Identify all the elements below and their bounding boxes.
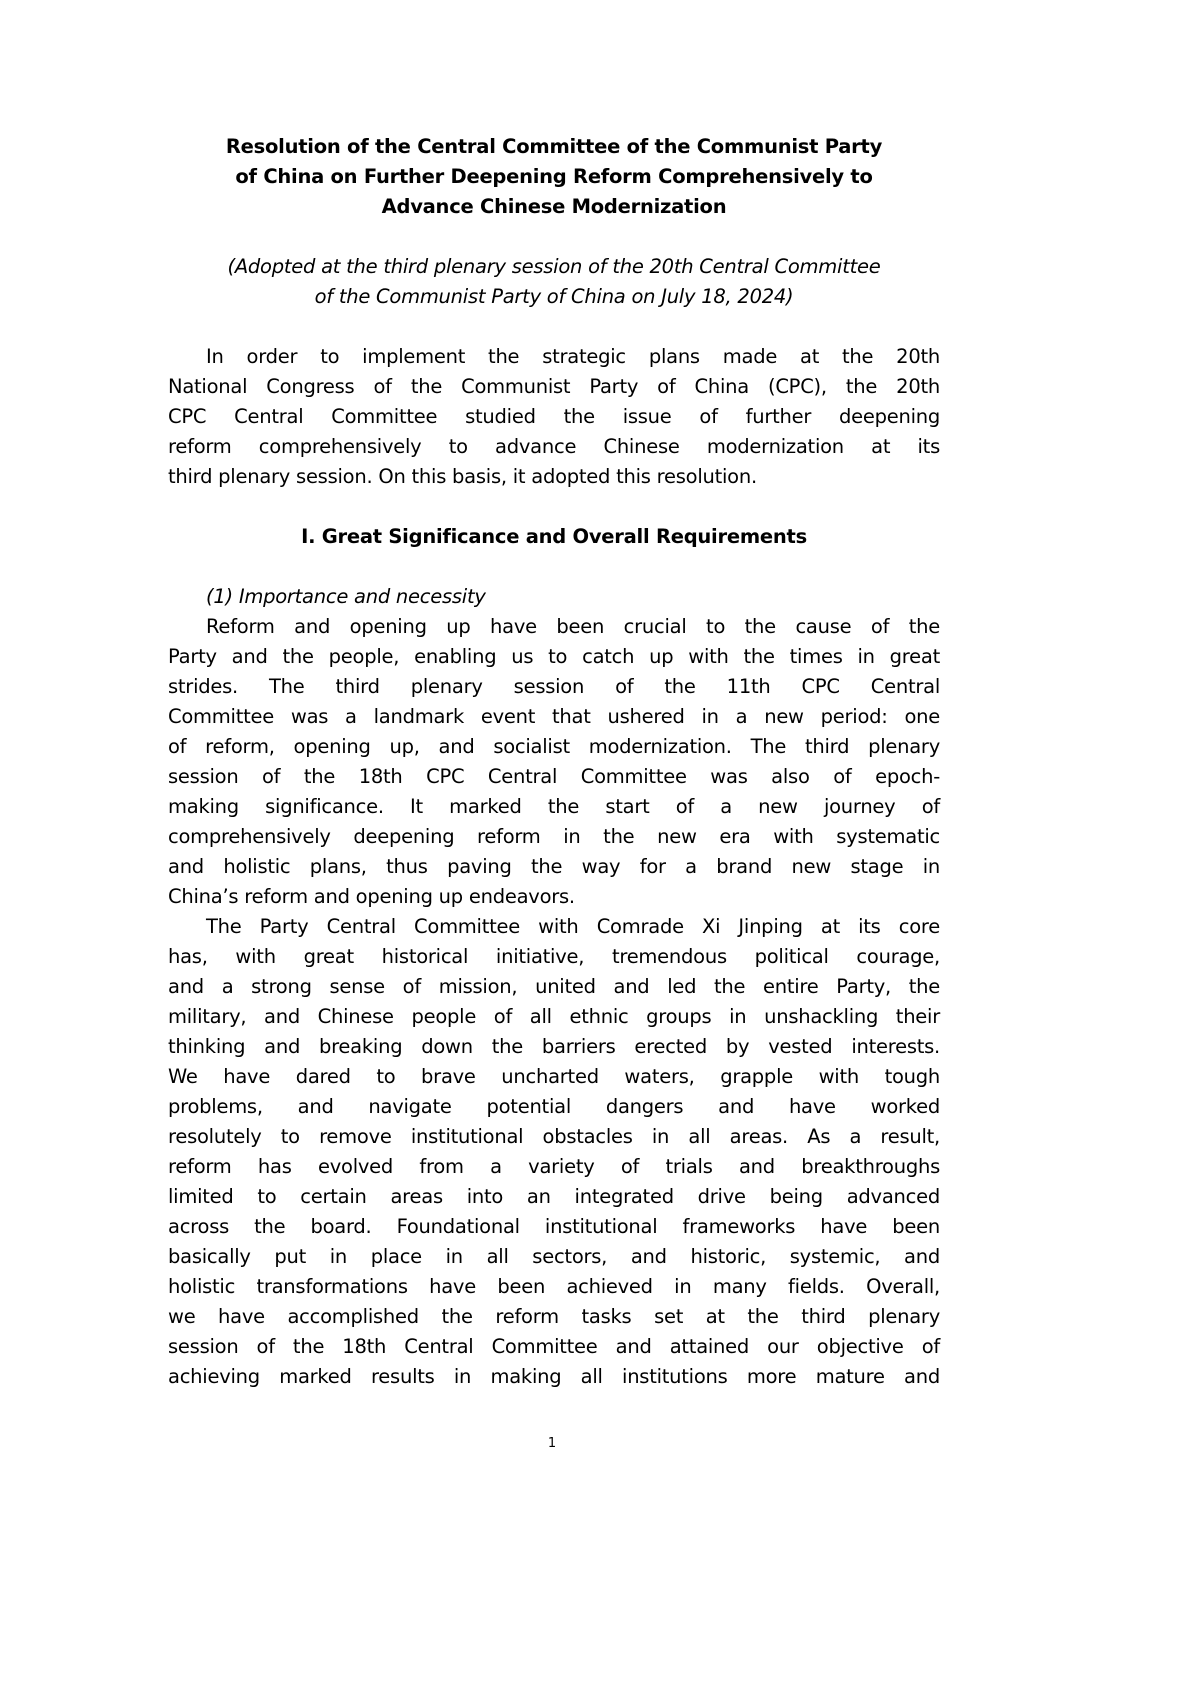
text-line: of China on Further Deepening Reform Comprehensively to (235, 165, 873, 188)
text-line: Advance Chinese Modernization (381, 195, 727, 218)
intro-paragraph (168, 342, 940, 492)
text-line: China’s reform and opening up endeavors. (168, 885, 575, 908)
document-page (168, 132, 940, 1392)
text-line: strides. The third plenary session of the 11th CPC Central (168, 675, 940, 698)
text-line: and holistic plans, thus paving the way for a brand new stage in (168, 855, 940, 878)
text-line: thinking and breaking down the barriers erected by vested interests. (168, 1035, 940, 1058)
text-line: basically put in place in all sectors, and historic, systemic, and (168, 1245, 940, 1268)
text-line: and a strong sense of mission, united and led the entire Party, the (168, 975, 940, 998)
document-title (168, 132, 940, 222)
body-paragraph-2 (168, 912, 940, 1392)
text-line: The Party Central Committee with Comrade Xi Jinping at its core (206, 915, 940, 938)
text-line: session of the 18th CPC Central Committee was also of epoch- (168, 765, 940, 788)
text-line: military, and Chinese people of all ethnic groups in unshackling their (168, 1005, 940, 1028)
body-paragraph-1 (168, 612, 940, 912)
text-line: third plenary session. On this basis, it adopted this resolution. (168, 465, 757, 488)
text-line: problems, and navigate potential dangers and have worked (168, 1095, 940, 1118)
text-line: across the board. Foundational institutional frameworks have been (168, 1215, 940, 1238)
text-line: making significance. It marked the start of a new journey of (168, 795, 940, 818)
text-line: Committee was a landmark event that ushered in a new period: one (168, 705, 940, 728)
text-line: resolutely to remove institutional obstacles in all areas. As a result, (168, 1125, 940, 1148)
text-line: session of the 18th Central Committee and attained our objective of (168, 1335, 940, 1358)
text-line: reform has evolved from a variety of trials and breakthroughs (168, 1155, 940, 1178)
text-line: limited to certain areas into an integrated drive being advanced (168, 1185, 940, 1208)
text-line: of reform, opening up, and socialist modernization. The third plenary (168, 735, 940, 758)
text-line: National Congress of the Communist Party of China (CPC), the 20th (168, 375, 940, 398)
subsection-heading: (1) Importance and necessity (206, 585, 486, 608)
text-line: (Adopted at the third plenary session of the 20th Central Committee (227, 255, 881, 278)
text-line: Reform and opening up have been crucial to the cause of the (206, 615, 940, 638)
page-number: 1 (547, 1436, 557, 1451)
text-line: of the Communist Party of China on July 18, 2024) (314, 285, 794, 308)
text-line: we have accomplished the reform tasks set at the third plenary (168, 1305, 940, 1328)
text-line: In order to implement the strategic plans made at the 20th (206, 345, 940, 368)
text-line: Party and the people, enabling us to catch up with the times in great (168, 645, 940, 668)
section-heading: I. Great Significance and Overall Requirements (301, 525, 807, 548)
document-subtitle (168, 252, 940, 312)
text-line: Resolution of the Central Committee of the Communist Party (225, 135, 883, 158)
text-line: holistic transformations have been achieved in many fields. Overall, (168, 1275, 940, 1298)
text-line: comprehensively deepening reform in the new era with systematic (168, 825, 940, 848)
text-line: CPC Central Committee studied the issue of further deepening (168, 405, 940, 428)
text-line: has, with great historical initiative, tremendous political courage, (168, 945, 940, 968)
text-line: We have dared to brave uncharted waters, grapple with tough (168, 1065, 940, 1088)
text-line: achieving marked results in making all institutions more mature and (168, 1365, 940, 1388)
text-line: reform comprehensively to advance Chinese modernization at its (168, 435, 940, 458)
